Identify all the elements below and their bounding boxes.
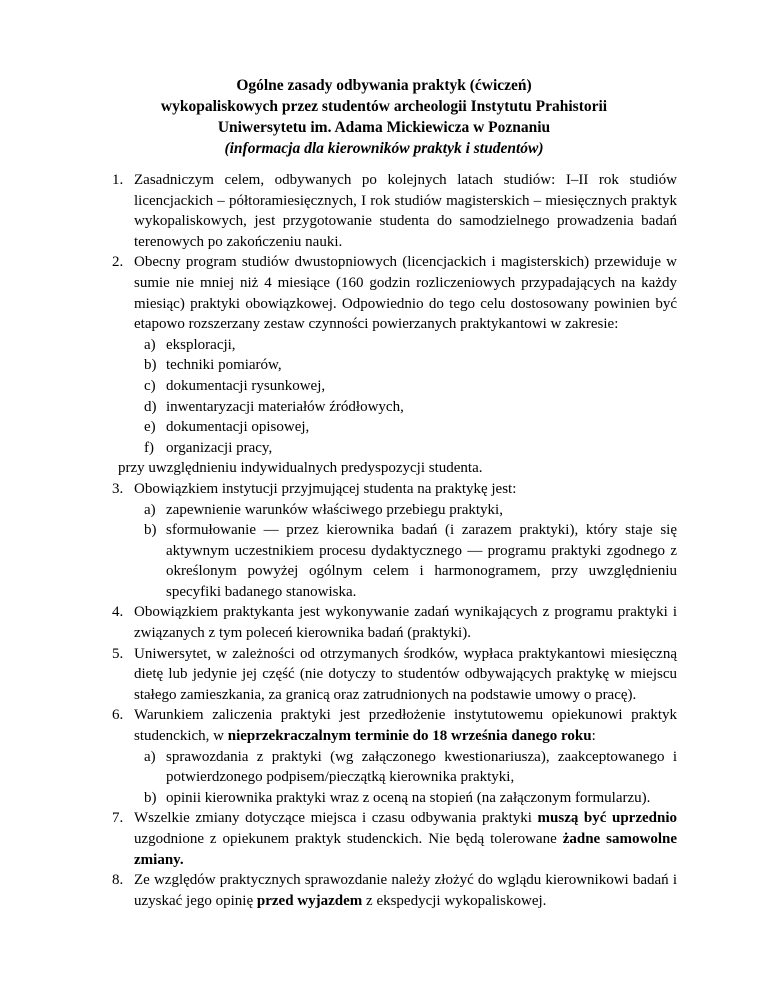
document-header: [90, 75, 678, 159]
sub-text: organizacji pracy,: [166, 439, 273, 456]
list-item-text: Zasadniczym celem, odbywanych po kolejnych latach studiów: I–II rok studiów licencjackich – półtoramiesięcznych, I rok studiów magisterskich – miesięcznych praktyk wykopaliskowych, jest przygotowanie studenta do samodzielnego prowadzenia badań terenowych po zakończeniu nauki.: [134, 172, 677, 250]
list-item-4: [0, 602, 768, 643]
list-item-7: [0, 808, 768, 870]
list-item-text: Obecny program studiów dwustopniowych (licencjackich i magisterskich) przewiduje w sumie nie mniej niż 4 miesiące (160 godzin rozliczeniowych przypadających na każdy miesiąc) praktyki obowiązkowej. Odpowiednio do tego celu dostosowany powinien być etapowo rozszerzany zestaw czynności powierzanych praktykantowi w zakresie:: [134, 254, 677, 333]
list-item-text: z ekspedycji wykopaliskowej.: [362, 892, 547, 909]
header-line-3: Uniwersytetu im. Adama Mickiewicza w Poznaniu: [217, 119, 551, 136]
list-item-text: Wszelkie zmiany dotyczące miejsca i czasu odbywania praktyki: [134, 810, 538, 827]
list-number: 3.: [112, 480, 124, 497]
sub-text: dokumentacji rysunkowej,: [166, 377, 326, 394]
list-item-text: Ze względów praktycznych sprawozdanie należy złożyć do wglądu kierownikowi badań i uzyskać jego opinię: [134, 872, 677, 909]
list-number: 7.: [112, 810, 124, 827]
list-item-2-tail: przy uwzględnieniu indywidualnych predyspozycji studenta.: [118, 460, 483, 477]
list-number: 8.: [112, 872, 124, 889]
sub-text: techniki pomiarów,: [166, 357, 282, 374]
sub-label: a): [144, 501, 156, 518]
header-line-2: wykopaliskowych przez studentów archeologii Instytutu Prahistorii: [160, 98, 608, 115]
sub-label: b): [144, 522, 157, 539]
sub-label: b): [144, 357, 157, 374]
header-subtitle: (informacja dla kierowników praktyk i studentów): [224, 140, 544, 157]
list-item-6: [0, 705, 768, 746]
sub-label: b): [144, 789, 157, 806]
list-number: 6.: [112, 707, 124, 724]
sub-item-2d: [0, 397, 768, 418]
sub-text: sprawozdania z praktyki (wg załączonego kwestionariusza), zaakceptowanego i potwierdzonego podpisem/pieczątką kierownika praktyki,: [166, 748, 677, 786]
list-item-2: [0, 252, 768, 334]
emphasis-text: muszą być uprzednio: [537, 810, 678, 827]
sub-item-3a: [0, 500, 768, 521]
list-item-text: Obowiązkiem praktykanta jest wykonywanie zadań wynikających z programu praktyki i związanych z tym poleceń kierownika badań (praktyki).: [134, 604, 677, 642]
list-number: 5.: [112, 645, 124, 662]
sub-item-3b: [0, 520, 768, 602]
list-item-5: [0, 644, 768, 706]
header-line-1: Ogólne zasady odbywania praktyk (ćwiczeń): [236, 77, 532, 94]
sub-label: e): [144, 419, 156, 436]
sub-item-2c: [0, 376, 768, 397]
sub-item-6b: [0, 788, 768, 809]
sub-item-6a: [0, 747, 768, 788]
sub-item-2a: [0, 335, 768, 356]
sub-text: eksploracji,: [166, 336, 236, 353]
document-body: [0, 170, 768, 911]
list-item-text: uzgodnione z opiekunem praktyk studenckich. Nie będą tolerowane: [134, 831, 563, 847]
emphasis-text: przed wyjazdem: [256, 892, 363, 909]
sub-label: d): [144, 398, 157, 415]
sub-label: a): [144, 336, 156, 353]
list-item-text: Warunkiem zaliczenia praktyki jest przedłożenie instytutowemu opiekunowi praktyk studenckich, w: [134, 707, 677, 745]
sub-item-2e: [0, 417, 768, 438]
list-item-text: Obowiązkiem instytucji przyjmującej studenta na praktykę jest:: [134, 480, 517, 497]
list-number: 2.: [112, 254, 124, 271]
sub-label: f): [144, 439, 154, 456]
sub-text: opinii kierownika praktyki wraz z oceną na stopień (na załączonym formularzu).: [166, 789, 651, 806]
sub-label: a): [144, 748, 156, 765]
sub-item-2f: [0, 438, 768, 459]
emphasis-text: żadne samowolne zmiany.: [134, 831, 677, 868]
sub-item-2b: [0, 355, 768, 376]
list-item-8: [0, 870, 768, 911]
list-item-3: [0, 479, 768, 500]
sub-text: dokumentacji opisowej,: [166, 419, 310, 436]
sub-text: zapewnienie warunków właściwego przebiegu praktyki,: [166, 501, 503, 518]
sub-label: c): [144, 377, 156, 394]
list-number: 4.: [112, 604, 124, 621]
deadline-emphasis: nieprzekraczalnym terminie do 18 września danego roku: [227, 728, 592, 745]
list-item-text: :: [591, 728, 596, 745]
list-item-text: Uniwersytet, w zależności od otrzymanych środków, wypłaca praktykantowi miesięczną dietę lub jedynie jej część (nie dotyczy to studentów odbywających praktykę w miejscu stałego zamieszkania, za granicą oraz zatrudnionych na podstawie umowy o pracę).: [134, 645, 677, 703]
list-item-1: [0, 170, 768, 252]
sub-text: inwentaryzacji materiałów źródłowych,: [166, 398, 404, 415]
list-number: 1.: [112, 172, 124, 188]
sub-text: sformułowanie — przez kierownika badań (i zarazem praktyki), który staje się aktywnym uczestnikiem procesu dydaktycznego — programu praktyki zgodnego z określonym powyżej ogólnym celem i harmonogramem, przy uwzględnieniu specyfiki badanego stanowiska.: [166, 522, 677, 600]
